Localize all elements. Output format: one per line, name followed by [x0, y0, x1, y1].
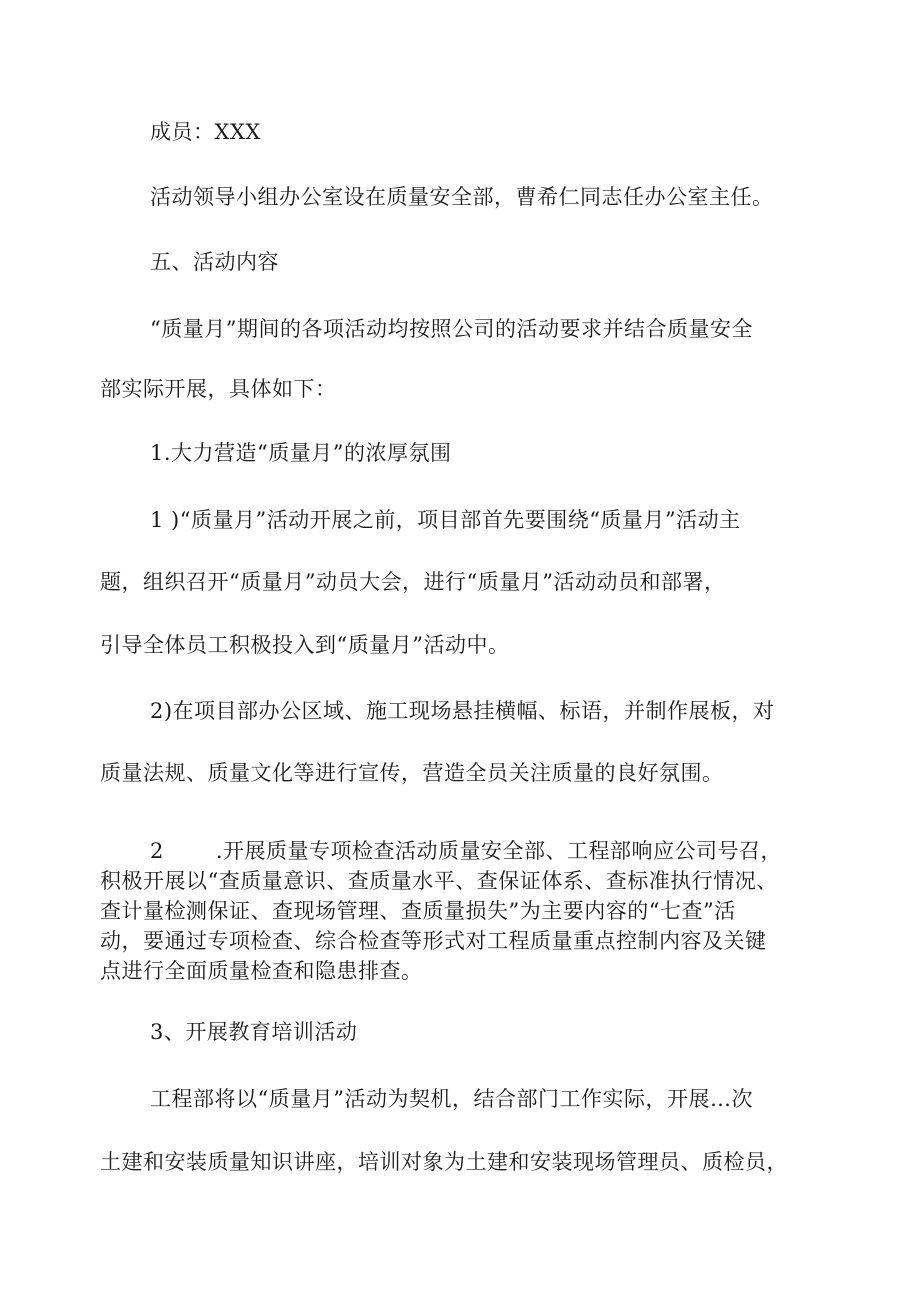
- office-line: 活动领导小组办公室设在质量安全部，曹希仁同志任办公室主任。: [150, 185, 774, 209]
- paragraph-line: 工程部将以“质量月”活动为契机，结合部门工作实际，开展…次: [150, 1087, 753, 1111]
- paragraph-line: 2)在项目部办公区域、施工现场悬挂横幅、标语，并制作展板，对: [150, 699, 775, 723]
- section2-line: 动，要通过专项检查、综合检查等形式对工程质量重点控制内容及关键: [100, 929, 767, 953]
- section2-line: 点进行全面质量检查和隐患排查。: [100, 959, 423, 983]
- members-line: 成员：XXX: [150, 120, 261, 144]
- section2-number: 2: [150, 839, 164, 863]
- paragraph-line: 题，组织召开“质量月”动员大会，进行“质量月”活动动员和部署，: [100, 570, 726, 594]
- section-heading-activity-content: 五、活动内容: [150, 250, 279, 274]
- subheading-training: 3、开展教育培训活动: [150, 1020, 358, 1044]
- paragraph-line: 引导全体员工积极投入到“质量月”活动中。: [100, 633, 510, 657]
- paragraph-line: 部实际开展，具体如下：: [100, 377, 337, 401]
- section2-line: 查计量检测保证、查现场管理、查质量损失”为主要内容的“七查”活: [100, 899, 736, 923]
- subheading-atmosphere: 1.大力营造“质量月”的浓厚氛围: [150, 441, 452, 465]
- section2-title: .开展质量专项检查活动质量安全部、工程部响应公司号召，: [215, 839, 783, 863]
- paragraph-line: 质量法规、质量文化等进行宣传，营造全员关注质量的良好氛围。: [100, 761, 724, 785]
- paragraph-line: 土建和安装质量知识讲座，培训对象为土建和安装现场管理员、质检员，: [100, 1150, 788, 1174]
- section2-line: 积极开展以“查质量意识、查质量水平、查保证体系、查标准执行情况、: [100, 869, 778, 893]
- section2-first-line: [150, 836, 782, 866]
- paragraph-line: “质量月”期间的各项活动均按照公司的活动要求并结合质量安全: [150, 317, 753, 341]
- paragraph-line: 1 )“质量月”活动开展之前，项目部首先要围绕“质量月”活动主: [150, 508, 741, 532]
